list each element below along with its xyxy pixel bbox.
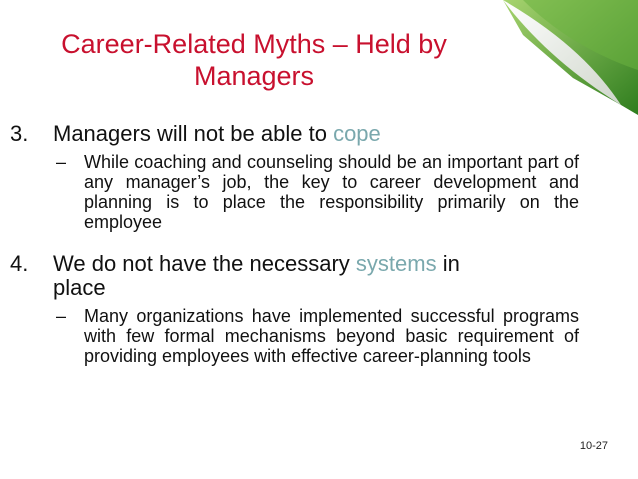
point-3-subpoint [56,152,579,232]
point-3-dash: – [56,152,67,172]
slide-title [14,28,494,92]
slide-title-line-1: Career-Related Myths – Held by [61,29,447,59]
point-3-text: Managers will not be able to [53,121,334,146]
point-3-number: 3. [10,121,29,146]
point-3-subpoint-text: While coaching and counseling should be an important part of any manager’s job, the key to career development and planning is to place the responsibility primarily on the employee [84,152,579,232]
point-4-subpoint-text: Many organizations have implemented successful programs with few formal mechanisms beyond basic requirement of providing employees with effective career-planning tools [84,306,579,366]
page-curl-decoration [503,0,638,115]
point-4-dash: – [56,306,67,326]
point-3-highlight: cope [333,121,381,146]
point-4-number: 4. [10,251,29,276]
point-4 [10,252,585,300]
point-4-line-2: place [53,275,106,300]
point-4-subpoint [56,306,579,366]
slide-number: 10-27 [579,440,608,452]
point-4-text-before: We do not have the necessary [53,251,356,276]
point-4-highlight: systems [355,251,437,276]
slide-title-line-2: Managers [193,61,315,91]
point-4-text-after: in [436,251,460,276]
point-3 [10,122,585,146]
